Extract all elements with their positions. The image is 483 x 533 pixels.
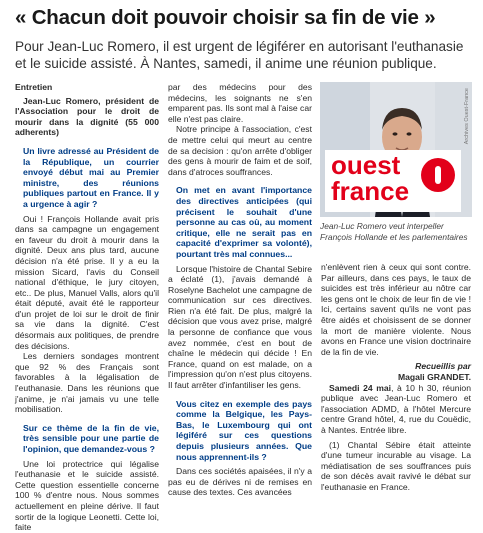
headline: « Chacun doit pouvoir choisir sa fin de vie »	[15, 6, 436, 29]
signoff-name: Magali GRANDET.	[397, 371, 471, 382]
answer-4-cont: n'enlèvent rien à ceux qui sont contre. Par ailleurs, dans ces pays, le taux de suicides est très inférieur au nôtre car les gens ont le choix de leur fin de vie ! Ici, certains savent qu'ils ne vont pas être aidés et choisissent de se donner la mort de manière violente. Nous avons en France une vision doctrinaire de la fin de vie.	[321, 262, 471, 357]
ouest-france-logo	[325, 150, 461, 212]
answer-4: Dans ces sociétés apaisées, il n'y a pas eu de dérives ni de remises en cause des textes. Ces avancées	[168, 466, 312, 498]
answer-2: Une loi protectrice qui légalise l'euthanasie et le suicide assisté. Cette question essentielle concerne 100 % d'entre nous. Nous sommes actuellement en pleine dérive. Il faut sortir de la logique Leonetti. Cette loi, faite	[15, 458, 159, 533]
column-1	[15, 82, 159, 533]
logo-mark-icon	[421, 158, 455, 192]
column-3	[321, 262, 471, 492]
answer-1b: Les derniers sondages montrent que 92 % des Français sont favorables à la légalisation de l'euthanasie. Dans les réunions que j'anime, je n'ai jamais vu une telle mobilisation.	[15, 351, 159, 415]
intro: Jean-Luc Romero, président de l'Association pour le droit de mourir dans la dignité (55 000 adherents)	[15, 95, 159, 138]
photo-caption: Jean-Luc Romero veut interpeller François Hollande et les parlementaires	[320, 221, 468, 242]
question-4: Vous citez en exemple des pays comme la Belgique, les Pays-Bas, le Luxembourg qui ont légiféré sur ces questions depuis plusieurs années. Que nous apprennent-ils ?	[176, 398, 312, 462]
photo-credit: Archives Ouest-France	[464, 88, 470, 145]
column-2	[168, 82, 312, 498]
question-2: Sur ce thème de la fin de vie, très sensible pour une partie de l'opinion, que demandez-vous ?	[23, 422, 159, 454]
logo-word-bottom: france	[331, 176, 410, 206]
answer-2-cont-2: Notre principe à l'association, c'est de mettre celui qui meurt au centre de sa decision : qu'on arrête d'obliger des gens à mourir de faim et de soif, dans d'atroces souffrances.	[168, 124, 312, 177]
signoff-label: Recueillis par	[415, 361, 471, 372]
lede: Pour Jean-Luc Romero, il est urgent de légiférer en autorisant l'euthanasie et le suicide assisté. À Nantes, samedi, il anime une réunion publique.	[15, 39, 464, 71]
rubric-label: Entretien	[15, 82, 53, 92]
event-day: Samedi 24 mai	[329, 382, 392, 393]
event-text: , à 10 h 30, réunion publique avec Jean-Luc Romero et l'association ADMD, à l'hôtel Mercure centre Grand hôtel, 4, rue du Couëdic, à Nantes. Entrée libre.	[321, 382, 471, 435]
portrait-photo	[320, 82, 472, 217]
answer-3: Lorsque l'histoire de Chantal Sebire a éclaté (1), j'avais demandé à Roselyne Bachelot une campagne de communication sur ces directives. Rien n'a été fait. De plus, malgré la décision que vous avez prise, malgré la personne de confiance que vous avez nommée, c'est en bout de chaîne le médecin qui décide ! En France, quand on est malade, on a l'impression qu'on n'est plus citoyens. Il faut arrêter d'infantiliser les gens.	[168, 263, 312, 391]
answer-2-cont: par des médecins pour des médecins, les soignants ne s'en emparent pas. Ils sont mal à l'aise car elle n'est pas claire.	[168, 82, 312, 124]
logo-word-top: ouest	[331, 150, 401, 180]
event-info	[321, 383, 471, 436]
answer-1: Oui ! François Hollande avait pris dans sa campagne un engagement en faveur du droit à mourir dans la dignité. Deux ans plus tard, aucune décision n'a été prise. Il y a eu la mission Sicard, l'avis du Conseil national d'éthique, le jury citoyen, etc.. De plus, Manuel Valls, alors qu'il était député, avait été le rapporteur d'un projet de loi sur le droit de finir sa vie dans la dignité. C'est désormais aux politiques, de prendre des décisions.	[15, 213, 159, 351]
footnote: (1) Chantal Sébire était atteinte d'une tumeur incurable au visage. La médiatisation de ses souffrances puis de son décès avait ravivé le débat sur l'euthanasie en France.	[321, 439, 471, 492]
question-1: Un livre adressé au Président de la République, un courrier envoyé début mai au Premier ministre, des réunions publiques partout en France. Il y a urgence à agir ?	[23, 145, 159, 209]
signoff	[321, 361, 471, 382]
question-3: On met en avant l'importance des directives anticipées (qui précisent le souhait d'une personne au cas où, au moment critique, elle ne serait pas en capacité d'exprimer sa volonté), pourtant très mal connues...	[176, 185, 312, 259]
